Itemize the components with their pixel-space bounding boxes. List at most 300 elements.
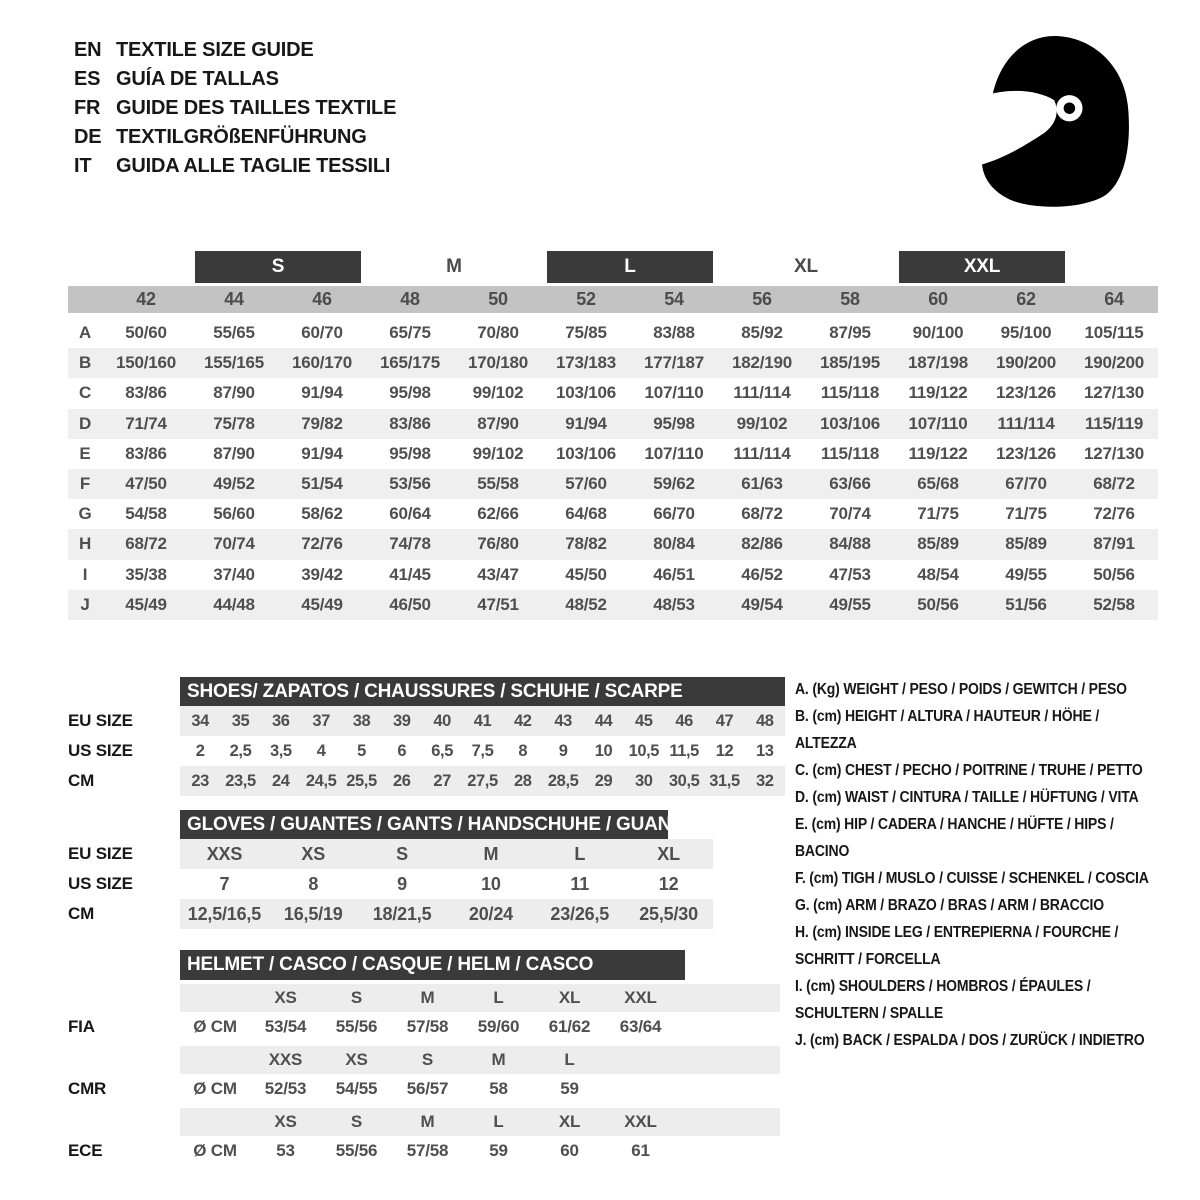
helmet-value: 56/57: [406, 1079, 449, 1098]
shoes-row: [68, 736, 785, 766]
size-group-m: M: [446, 256, 462, 277]
helmet-value: 57/58: [406, 1017, 449, 1036]
racing-helmet-icon: [975, 30, 1135, 212]
numeric-size: 52: [576, 289, 596, 309]
legend-key: E.: [795, 816, 808, 833]
size-value: 95/98: [389, 443, 431, 463]
size-value: 49/52: [213, 474, 255, 494]
size-value: 49/55: [1005, 564, 1047, 584]
measurement-row: [68, 469, 1158, 499]
shoes-value: 39: [393, 711, 411, 730]
gloves-band: [180, 839, 713, 869]
legend-item: [795, 757, 1154, 784]
row-letter: A: [78, 323, 92, 343]
size-group-xxl: XXL: [899, 251, 1065, 283]
shoes-value: 5: [357, 741, 366, 760]
size-value: 50/56: [1093, 564, 1135, 584]
size-value: 56/60: [213, 504, 255, 524]
helmet-size-label: M: [420, 1112, 435, 1131]
legend-unit: (Kg): [812, 681, 840, 698]
row-letter: H: [78, 534, 92, 554]
size-value: 103/106: [555, 443, 617, 463]
shoes-value: 36: [272, 711, 290, 730]
size-value: 190/200: [995, 353, 1057, 373]
size-value: 91/94: [301, 443, 343, 463]
shoes-value: 23,5: [225, 771, 256, 790]
numeric-size: 46: [312, 289, 332, 309]
language-code: ES: [74, 68, 101, 90]
helmet-size-label: L: [493, 988, 504, 1007]
helmet-value: 53: [276, 1141, 295, 1160]
legend-item: [795, 703, 1154, 757]
legend-item: [795, 865, 1154, 892]
helmet-value-band: [180, 1074, 780, 1104]
helmet-value: 60: [560, 1141, 579, 1160]
gloves-row: [68, 899, 713, 929]
size-value: 61/63: [741, 474, 783, 494]
language-line: [74, 65, 396, 94]
size-value: 177/187: [643, 353, 705, 373]
legend-key: F.: [795, 870, 806, 887]
shoes-value: 42: [514, 711, 532, 730]
size-value: 52/58: [1093, 594, 1135, 614]
size-value: 187/198: [907, 353, 969, 373]
size-value: 43/47: [477, 564, 519, 584]
size-value: 45/50: [565, 564, 607, 584]
shoes-value: 2: [195, 741, 205, 760]
helmet-value-band: [180, 1012, 780, 1042]
language-code: DE: [74, 126, 102, 148]
size-value: 165/175: [379, 353, 441, 373]
legend-key: A.: [795, 681, 809, 698]
legend-text: WEIGHT / PESO / POIDS / GEWITCH / PESO: [843, 681, 1127, 698]
helmet-size-label: L: [564, 1050, 575, 1069]
helmet-size-label: XS: [274, 1112, 297, 1131]
helmet-row-label-empty: [68, 1108, 180, 1136]
language-line: [74, 94, 396, 123]
legend-text: HEIGHT / ALTURA / HAUTEUR / HÖHE / ALTEZZA: [795, 708, 1100, 752]
legend-item: [795, 973, 1154, 1027]
gloves-value: XS: [301, 843, 326, 864]
size-value: 55/65: [213, 323, 255, 343]
shoes-row: [68, 766, 785, 796]
gloves-value: 20/24: [468, 903, 513, 924]
shoes-value: 32: [756, 771, 774, 790]
legend-item: [795, 1027, 1154, 1054]
shoes-value: 43: [554, 711, 572, 730]
size-value: 107/110: [908, 413, 968, 433]
size-value: 35/38: [125, 564, 167, 584]
gloves-value: XXS: [206, 843, 243, 864]
helmet-value-band: [180, 1136, 780, 1166]
numeric-size: 54: [664, 289, 684, 309]
helmet-unit: Ø CM: [193, 1141, 237, 1160]
gloves-value: XL: [657, 843, 680, 864]
shoes-value: 34: [191, 711, 209, 730]
shoes-value: 13: [756, 741, 774, 760]
helmet-size-band: [180, 1046, 780, 1074]
size-value: 75/78: [213, 413, 255, 433]
size-value: 62/66: [477, 504, 519, 524]
size-value: 160/170: [291, 353, 353, 373]
shoes-value: 24,5: [305, 771, 337, 790]
size-value: 76/80: [477, 534, 519, 554]
shoes-value: 6,5: [431, 741, 454, 760]
gloves-value: 9: [397, 873, 407, 894]
gloves-row-label: US SIZE: [68, 874, 133, 893]
size-value: 83/86: [125, 443, 167, 463]
helmet-size-label: XL: [558, 988, 581, 1007]
gloves-value: 11: [570, 873, 590, 894]
size-value: 83/86: [389, 413, 431, 433]
helmet-size-row: [68, 1046, 780, 1074]
gloves-value: 8: [308, 873, 319, 894]
size-value: 107/110: [644, 383, 704, 403]
size-value: 105/115: [1084, 323, 1144, 343]
shoes-value: 40: [433, 711, 451, 730]
size-value: 47/50: [125, 474, 167, 494]
size-value: 87/90: [477, 413, 519, 433]
helmet-header: HELMET / CASCO / CASQUE / HELM / CASCO: [180, 950, 685, 980]
legend-key: G.: [795, 897, 810, 914]
helmet-size-label: XXS: [268, 1050, 303, 1069]
shoes-row-label: US SIZE: [68, 741, 133, 760]
size-value: 103/106: [555, 383, 617, 403]
measurement-row: [68, 439, 1158, 469]
shoes-value: 3,5: [269, 741, 292, 760]
helmet-value: 54/55: [335, 1079, 378, 1098]
gloves-row: [68, 839, 713, 869]
size-value: 87/91: [1093, 534, 1135, 554]
row-letter: B: [78, 353, 92, 373]
helmet-size-row: [68, 1108, 780, 1136]
language-list: [74, 36, 396, 181]
shoes-value: 41: [473, 711, 492, 730]
row-letter: E: [79, 443, 91, 463]
row-letter: C: [78, 383, 92, 403]
gloves-value: 10: [481, 873, 501, 894]
size-value: 48/52: [565, 594, 607, 614]
helmet-value: 61: [631, 1141, 650, 1160]
shoes-value: 47: [715, 711, 734, 730]
size-value: 71/75: [917, 504, 959, 524]
helmet-size-label: XL: [558, 1112, 581, 1131]
size-value: 68/72: [1093, 474, 1135, 494]
helmet-size-label: XS: [274, 988, 297, 1007]
size-value: 70/80: [477, 323, 519, 343]
size-value: 48/53: [653, 594, 695, 614]
size-value: 95/98: [653, 413, 695, 433]
numeric-size: 62: [1016, 289, 1036, 309]
numeric-size: 50: [488, 289, 508, 309]
shoes-value: 10,5: [628, 741, 660, 760]
size-value: 46/50: [389, 594, 431, 614]
size-value: 70/74: [213, 534, 255, 554]
helmet-row-label-empty: [68, 1046, 180, 1074]
size-value: 72/76: [1093, 504, 1135, 524]
gloves-value: S: [396, 843, 408, 864]
shoes-value: 6: [397, 741, 407, 760]
row-letter: J: [80, 594, 90, 614]
size-value: 39/42: [301, 564, 343, 584]
size-group-s: S: [195, 251, 361, 283]
language-code: EN: [74, 39, 102, 61]
legend-key: C.: [795, 762, 809, 779]
helmet-size-row: [68, 984, 780, 1012]
helmet-value: 59: [560, 1079, 579, 1098]
shoes-value: 38: [352, 711, 371, 730]
size-value: 74/78: [389, 534, 431, 554]
size-value: 84/88: [829, 534, 871, 554]
helmet-standard-label: ECE: [68, 1141, 103, 1160]
helmet-value: 59: [489, 1141, 508, 1160]
helmet-size-band: [180, 1108, 780, 1136]
language-label: TEXTILE SIZE GUIDE: [116, 39, 314, 61]
size-value: 72/76: [301, 534, 343, 554]
size-value: 182/190: [731, 353, 793, 373]
legend: [795, 676, 1154, 1054]
numeric-size-row: [68, 286, 1158, 313]
size-value: 115/118: [820, 383, 880, 403]
language-code: FR: [74, 97, 101, 119]
helmet-value: 52/53: [264, 1079, 307, 1098]
language-line: [74, 123, 396, 152]
legend-item: [795, 811, 1154, 865]
gloves-row-label: CM: [68, 904, 95, 923]
shoes-value: 2,5: [229, 741, 252, 760]
shoes-value: 9: [558, 741, 568, 760]
language-line: [74, 152, 396, 181]
size-value: 87/90: [213, 443, 255, 463]
measurement-row: [68, 348, 1158, 378]
size-value: 150/160: [115, 353, 177, 373]
helmet-value: 57/58: [406, 1141, 449, 1160]
helmet-size-band: [180, 984, 780, 1012]
helmet-size-label: S: [350, 988, 363, 1007]
size-value: 68/72: [125, 534, 167, 554]
size-value: 99/102: [472, 443, 524, 463]
legend-text: CHEST / PECHO / POITRINE / TRUHE / PETTO: [844, 762, 1143, 779]
size-value: 127/130: [1083, 383, 1145, 403]
shoes-header: SHOES/ ZAPATOS / CHAUSSURES / SCHUHE / SCARPE: [180, 677, 785, 706]
legend-key: H.: [795, 924, 809, 941]
size-value: 37/40: [213, 564, 255, 584]
shoes-value: 27: [433, 771, 451, 790]
helmet-section: [68, 950, 780, 1166]
gloves-band: [180, 899, 713, 929]
language-label: GUÍA DE TALLAS: [116, 68, 279, 90]
size-value: 115/119: [1084, 413, 1144, 433]
gloves-value: 18/21,5: [372, 903, 432, 924]
size-value: 111/114: [733, 383, 791, 403]
size-value: 85/89: [1005, 534, 1047, 554]
size-value: 185/195: [819, 353, 881, 373]
language-label: GUIDE DES TAILLES TEXTILE: [116, 97, 397, 119]
size-value: 123/126: [995, 443, 1057, 463]
gloves-row: [68, 869, 713, 899]
shoes-value: 44: [594, 711, 613, 730]
size-value: 170/180: [467, 353, 529, 373]
size-value: 54/58: [125, 504, 167, 524]
numeric-size: 48: [400, 289, 420, 309]
gloves-section: [68, 810, 713, 929]
legend-text: TIGH / MUSLO / CUISSE / SCHENKEL / COSCIA: [841, 870, 1149, 887]
size-value: 44/48: [213, 594, 255, 614]
helmet-size-label: S: [350, 1112, 363, 1131]
size-value: 87/90: [213, 383, 255, 403]
size-value: 119/122: [908, 383, 968, 403]
legend-unit: (cm): [812, 762, 842, 779]
shoes-table: [68, 706, 785, 796]
helmet-value-row: [68, 1136, 780, 1166]
size-group-l: L: [547, 251, 713, 283]
size-value: 90/100: [912, 323, 964, 343]
size-value: 50/60: [125, 323, 167, 343]
helmet-unit: Ø CM: [193, 1079, 237, 1098]
gloves-value: M: [483, 843, 499, 864]
row-letter: G: [78, 504, 92, 524]
shoes-value: 29: [594, 771, 613, 790]
size-value: 87/95: [829, 323, 871, 343]
legend-key: I.: [795, 978, 803, 995]
measurement-row: [68, 409, 1158, 439]
legend-unit: (cm): [812, 789, 842, 806]
measurement-row: [68, 529, 1158, 559]
gloves-value: 12,5/16,5: [187, 903, 262, 924]
measurement-row: [68, 590, 1158, 620]
legend-item: [795, 919, 1154, 973]
helmet-value: 55/56: [335, 1017, 378, 1036]
shoes-value: 11,5: [669, 741, 699, 760]
size-value: 59/62: [653, 474, 695, 494]
size-value: 57/60: [565, 474, 607, 494]
size-value: 99/102: [472, 383, 524, 403]
gloves-table: [68, 839, 713, 929]
numeric-size: 58: [840, 289, 860, 309]
legend-text: BACK / ESPALDA / DOS / ZURÜCK / INDIETRO: [842, 1032, 1145, 1049]
shoes-row: [68, 706, 785, 736]
size-value: 173/183: [555, 353, 617, 373]
size-group-xl: XL: [794, 256, 818, 277]
size-value: 58/62: [301, 504, 343, 524]
shoes-value: 45: [635, 711, 653, 730]
language-line: [74, 36, 396, 65]
shoes-value: 31,5: [709, 771, 740, 790]
shoes-value: 30,5: [668, 771, 700, 790]
size-value: 103/106: [819, 413, 881, 433]
size-value: 91/94: [301, 383, 343, 403]
helmet-value: 61/62: [548, 1017, 591, 1036]
size-value: 46/52: [741, 564, 783, 584]
size-value: 123/126: [995, 383, 1057, 403]
row-letter: I: [82, 564, 88, 584]
numeric-size: 60: [928, 289, 948, 309]
size-value: 48/54: [917, 564, 959, 584]
row-letter: F: [79, 474, 91, 494]
gloves-band: [180, 869, 713, 899]
shoes-value: 26: [393, 771, 411, 790]
helmet-value: 53/54: [264, 1017, 307, 1036]
shoes-row-label: EU SIZE: [68, 711, 133, 730]
helmet-value-row: [68, 1074, 780, 1104]
shoes-value: 30: [635, 771, 653, 790]
gloves-value: 7: [219, 873, 230, 894]
size-value: 46/51: [653, 564, 695, 584]
legend-unit: (cm): [811, 816, 841, 833]
size-value: 51/56: [1005, 594, 1047, 614]
gloves-value: 12: [658, 873, 679, 894]
size-value: 66/70: [653, 504, 695, 524]
size-value: 47/53: [829, 564, 871, 584]
legend-unit: (cm): [806, 978, 836, 995]
shoes-value: 7,5: [471, 741, 494, 760]
size-value: 75/85: [565, 323, 607, 343]
shoes-value: 46: [675, 711, 693, 730]
shoes-value: 48: [756, 711, 774, 730]
size-value: 70/74: [829, 504, 871, 524]
size-value: 99/102: [736, 413, 788, 433]
helmet-size-label: XS: [345, 1050, 368, 1069]
size-value: 85/92: [741, 323, 783, 343]
helmet-size-label: M: [491, 1050, 506, 1069]
size-value: 85/89: [917, 534, 959, 554]
legend-item: [795, 784, 1154, 811]
shoes-band: [180, 736, 785, 766]
legend-unit: (cm): [809, 870, 839, 887]
size-value: 82/86: [741, 534, 783, 554]
size-value: 111/114: [733, 443, 791, 463]
helmet-value: 55/56: [335, 1141, 378, 1160]
shoes-value: 23: [191, 771, 209, 790]
textile-size-table: [68, 251, 1158, 620]
size-value: 41/45: [389, 564, 431, 584]
measurement-row: [68, 378, 1158, 408]
size-group-row: [68, 251, 1158, 283]
helmet-size-label: XXL: [624, 1112, 657, 1131]
size-value: 127/130: [1083, 443, 1145, 463]
helmet-size-label: S: [421, 1050, 434, 1069]
measurement-row: [68, 560, 1158, 590]
size-value: 107/110: [644, 443, 704, 463]
size-value: 51/54: [301, 474, 343, 494]
size-value: 95/98: [389, 383, 431, 403]
size-value: 155/165: [203, 353, 265, 373]
legend-item: [795, 892, 1154, 919]
shoes-value: 8: [518, 741, 528, 760]
shoes-value: 4: [316, 741, 326, 760]
size-value: 115/118: [820, 443, 880, 463]
helmet-value-row: [68, 1012, 780, 1042]
size-value: 55/58: [477, 474, 519, 494]
legend-text: SHOULDERS / HOMBROS / ÉPAULES / SCHULTERN / SPALLE: [795, 978, 1091, 1022]
numeric-size: 42: [136, 289, 156, 309]
legend-text: INSIDE LEG / ENTREPIERNA / FOURCHE / SCHRITT / FORCELLA: [795, 924, 1119, 968]
row-letter: D: [78, 413, 92, 433]
helmet-unit: Ø CM: [193, 1017, 237, 1036]
measurement-row: [68, 499, 1158, 529]
language-label: TEXTILGRÖßENFÜHRUNG: [116, 126, 367, 148]
size-value: 91/94: [565, 413, 607, 433]
size-value: 83/86: [125, 383, 167, 403]
size-value: 49/55: [829, 594, 871, 614]
helmet-standard-label: FIA: [68, 1017, 95, 1036]
legend-text: ARM / BRAZO / BRAS / ARM / BRACCIO: [845, 897, 1104, 914]
size-value: 190/200: [1083, 353, 1145, 373]
size-value: 83/88: [653, 323, 695, 343]
helmet-size-label: XXL: [624, 988, 657, 1007]
measurement-row: [68, 318, 1158, 348]
legend-item: [795, 676, 1154, 703]
